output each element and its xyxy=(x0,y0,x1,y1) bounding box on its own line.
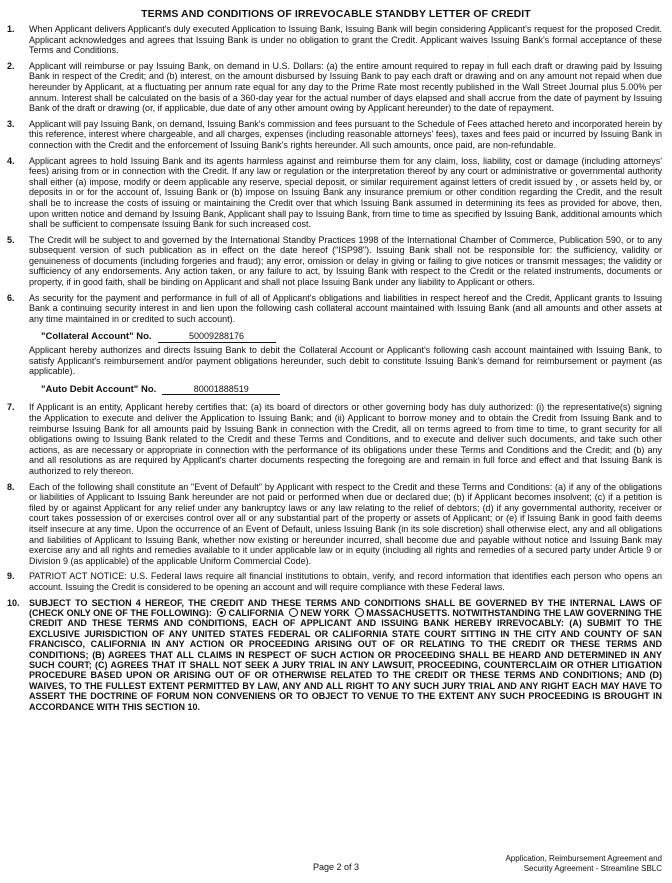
term-item-1 xyxy=(6,24,662,56)
term-text: If Applicant is an entity, Applicant hereby certifies that: (a) its board of directors or other governing body has duly authorized: (i) the representative(s) signing the Application to execute and deliver the Application to Issuing Bank; and (ii) Applicant to borrow money and to obtain the Credit from Issuing Bank and to reimburse Issuing Bank for all amounts paid by Issuing Bank in connection with the Credit, all on terms agreed to from time to time, to grant security for all obligations owing to Issuing Bank related to the Credit and these Terms and Conditions, and to execute and deliver such documents, and take such other actions, as are necessary or appropriate in connection with the performance of its obligations under these Terms and Conditions and the Credit; and (b) any and all resolutions as are required by Applicant's charter documents respecting the foregoing are and remain in full force and effect and that Issuing Bank is authorized to rely thereon. xyxy=(29,402,662,476)
term-number: 10. xyxy=(7,597,20,608)
auto-debit-account-row xyxy=(41,384,662,396)
term-text: PATRIOT ACT NOTICE: U.S. Federal laws require all financial institutions to obtain, verify, and record information that identifies each person who opens an account. Issuing the Credit is considered to be opening an account and will require compliance with these Federal laws. xyxy=(29,571,662,592)
radio-massachusetts-label: MASSACHUSETTS. xyxy=(366,607,450,618)
term-number: 9. xyxy=(7,571,15,582)
term-number: 5. xyxy=(7,234,15,245)
radio-new-york-label: NEW YORK xyxy=(300,607,350,618)
page-title: TERMS AND CONDITIONS OF IRREVOCABLE STANDBY LETTER OF CREDIT xyxy=(141,8,531,20)
collateral-account-number[interactable]: 50009288176 xyxy=(158,331,276,343)
radio-california[interactable] xyxy=(217,608,226,617)
term-text: Applicant agrees to hold Issuing Bank and its agents harmless against and reimburse them for any claim, loss, liability, cost or damage (including attorneys' fees) arising from or in connection with the Credit. If any law or regulation or the interpretation thereof by any court or administrative or governmental authority shall either (a) impose, modify or deem applicable any reserve, special deposit, or similar requirement against letters of credit issued by , or assets held by, or deposits in or for the account of, Issuing Bank or (b) impose on Issuing Bank any insurance premium or other condition regarding the Credit, and the result shall be to increase the costs of issuing or maintaining the Credit over that which Issuing Bank assumed in determining its fees as provided for above, then, upon written notice and demand by Issuing Bank, Applicant shall pay to Issuing Bank, from time to time as specified by Issuing Bank, additional amounts which shall be sufficient to compensate Issuing Bank for such increased cost. xyxy=(29,155,662,230)
term-text: The Credit will be subject to and governed by the International Standby Practices 1998 of the International Chamber of Commerce, Publication 590, or to any subsequent version of such publication as in effect on the date hereof ("ISP98"). Issuing Bank shall not be responsible for: the sufficiency, validity or genuineness of documents (including forgeries and fraud); any error, omission or delay in giving or failing to give notices or transmit messages; the validity or sufficiency of any endorsements. Any action taken, or any failure to act, by Issuing Bank with respect to the Credit or the related instruments, documents or property, if in good faith, shall be binding on Applicant and shall not place Issuing Bank under any liability to Applicant or others. xyxy=(29,234,662,288)
term-item-6 xyxy=(6,293,662,398)
governing-law-intro: SUBJECT TO SECTION 4 HEREOF, THE CREDIT AND THESE TERMS AND CONDITIONS SHALL BE GOVERNED BY THE INTERNAL LAWS OF (CHECK ONLY ONE OF THE FOLLOWING): xyxy=(29,597,662,618)
document-footer-line-1: Application, Reimbursement Agreement and xyxy=(505,854,662,863)
term-text: When Applicant delivers Applicant's duly executed Application to Issuing Bank, Issuing Bank will begin considering Applicant's request for the proposed Credit. Applicant acknowledges and agrees that Issuing Bank is under no obligation to grant the Credit. Applicant waives Issuing Bank's formal acceptance of these Terms and Conditions. xyxy=(29,24,662,56)
term-item-2 xyxy=(6,61,662,114)
document-footer-line-2: Security Agreement - Streamline SBLC xyxy=(523,864,662,873)
term-number: 8. xyxy=(7,481,15,492)
auto-debit-account-label: "Auto Debit Account" No. xyxy=(41,383,157,395)
term-number: 7. xyxy=(7,402,15,413)
radio-california-label: CALIFORNIA xyxy=(228,607,284,618)
radio-new-york[interactable] xyxy=(289,608,298,617)
term-item-5 xyxy=(6,235,662,288)
term-item-9 xyxy=(6,571,662,592)
jurisdiction-text: NOTWITHSTANDING THE LAW GOVERNING THE CREDIT AND THESE TERMS AND CONDITIONS, EACH OF APPLICANT AND ISSUING BANK HEREBY IRREVOCABLY: (A) SUBMIT TO THE EXCLUSIVE JURISDICTION OF ANY UNITED STATES FEDERAL OR CALIFORNIA STATE COURT SITTING IN THE CITY AND COUNTY OF SAN FRANCISCO, CALIFORNIA IN ANY ACTION OR PROCEEDING ARISING OUT OF OR RELATING TO THE CREDIT OR THESE TERMS AND CONDITIONS; (B) AGREES THAT ALL CLAIMS IN RESPECT OF SUCH ACTION OR PROCEEDING SHALL BE HEARD AND DETERMINED IN ANY SUCH COURT; (C) AGREES THAT IT SHALL NOT SEEK A JURY TRIAL IN ANY LAWSUIT, PROCEEDING, COUNTERCLAIM OR OTHER LITIGATION PROCEDURE BASED UPON OR ARISING OUT OF OR OTHERWISE RELATED TO THE CREDIT OR THESE TERMS AND CONDITIONS; AND (D) WAIVES, TO THE FULLEST EXTENT PERMITTED BY LAW, ANY AND ALL RIGHT TO ANY SUCH JURY TRIAL AND ANY RIGHT EACH MAY HAVE TO ASSERT THE DOCTRINE OF FORUM NON CONVENIENS OR TO OBJECT TO VENUE TO THE EXTENT ANY SUCH PROCEEDING IS BROUGHT IN ACCORDANCE WITH THIS SECTION 10. xyxy=(29,607,662,712)
term-item-4 xyxy=(6,156,662,230)
page-number: Page 2 of 3 xyxy=(312,862,360,872)
term-number: 4. xyxy=(7,155,15,166)
term-number: 1. xyxy=(7,24,15,34)
term-item-3 xyxy=(6,119,662,151)
collateral-account-label: "Collateral Account" No. xyxy=(41,331,152,343)
term-item-8 xyxy=(6,482,662,567)
term-item-7 xyxy=(6,402,662,476)
terms-list xyxy=(6,24,662,717)
term-text: Applicant will pay Issuing Bank, on demand, Issuing Bank's commission and fees pursuant to the Schedule of Fees attached hereto and incorporated herein by this reference, interest where chargeable, and all charges, expenses (including reasonable attorneys' fees), taxes and fees paid or incurred by Issuing Bank in connection with the Credit and the enforcement of Issuing Bank's rights hereunder. All such amounts, once paid, are non-refundable. xyxy=(29,118,662,150)
governing-law-text xyxy=(29,598,662,712)
radio-massachusetts[interactable] xyxy=(355,608,364,617)
collateral-authorization-text: Applicant hereby authorizes and directs Issuing Bank to debit the Collateral Account or Applicant's following cash account maintained with Issuing Bank, to satisfy Applicant's reimbursement and/or payment obligations hereunder, such debit to constitute Issuing Bank's demand for reimbursement or payment (as applicable). xyxy=(29,345,662,377)
collateral-account-row xyxy=(41,331,662,343)
term-text: As security for the payment and performance in full of all of Applicant's obligations and liabilities in respect hereof and the Credit, Applicant grants to Issuing Bank a continuing security interest in and lien upon the following cash collateral account maintained with Issuing Bank (and all amounts and other assets at any time maintained in or credited to such account). xyxy=(29,292,662,324)
auto-debit-account-number[interactable]: 80001888519 xyxy=(162,384,280,396)
term-number: 3. xyxy=(7,118,15,129)
term-text: Applicant will reimburse or pay Issuing Bank, on demand in U.S. Dollars: (a) the entire amount required to repay in full each draft or drawing paid by Issuing Bank in respect of the Credit; and (b) interest, on the amount disbursed by Issuing Bank to pay each draft or drawing and on any amount not repaid when due hereunder by Applicant, at a fluctuating per annum rate equal for any day to the Prime Rate most recently published in the Wall Street Journal plus 5.00% per annum. Interest shall be calculated on the basis of a 360-day year for the actual number of days elapsed and shall accrue from the date of payment by Issuing Bank of the draft or drawing (or, if applicable, due date of any other amount owing by Applicant hereunder) to the date of repayment. xyxy=(29,60,662,114)
term-number: 2. xyxy=(7,60,15,71)
term-text: Each of the following shall constitute an "Event of Default" by Applicant with respect to the Credit and these Terms and Conditions: (a) if any of the obligations or liabilities of Applicant to Issuing Bank hereunder are not paid or performed when due or declared due; (b) if Applicant becomes insolvent; (c) if a petition is filed by or against Applicant for any relief under any bankruptcy laws or any law relating to the relief of debtors; (d) if any governmental authority, receiver or court takes possession of or exercises control over all or any substantial part of the property or assets of Applicant; or (e) if Issuing Bank in good faith deems itself insecure at any time. Upon the occurrence of an Event of Default, unless Issuing Bank (in its sole discretion) shall otherwise elect, any and all obligations and liabilities of Applicant to Issuing Bank, whether now existing or hereunder incurred, shall become due and payable without notice and Issuing Bank may exercise any and all rights and remedies available to it under applicable law or in equity (including all rights and remedies of a secured party under Article 9 or Division 9 (as applicable) of the applicable Uniform Commercial Code). xyxy=(29,481,662,566)
document-footer-title xyxy=(505,854,662,874)
term-item-10 xyxy=(6,598,662,712)
term-number: 6. xyxy=(7,292,15,303)
